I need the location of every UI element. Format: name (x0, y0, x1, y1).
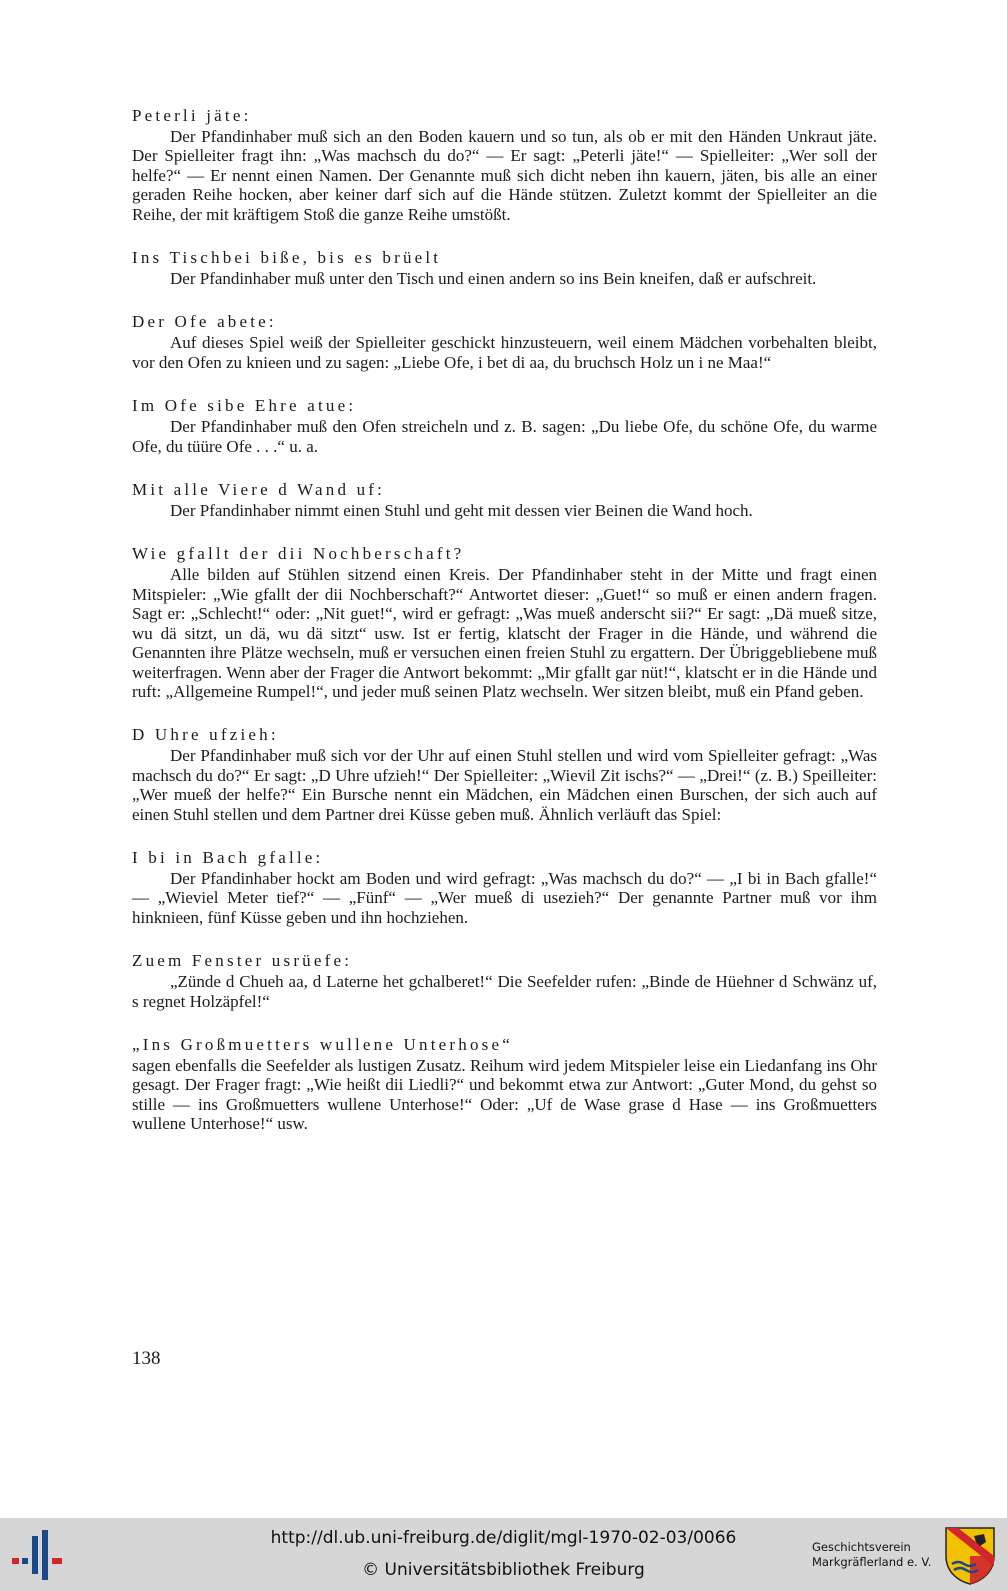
section-viere-wand (132, 480, 877, 520)
association-name (812, 1540, 937, 1570)
association-line2: Markgräflerland e. V. (812, 1555, 932, 1569)
footer-url-link[interactable]: http://dl.ub.uni-freiburg.de/diglit/mgl-1970-02-03/0066 (270, 1528, 737, 1548)
coat-of-arms-icon (944, 1526, 996, 1586)
section-text: Der Pfandinhaber muß den Ofen streicheln und z. B. sagen: „Du liebe Ofe, du schöne Ofe, du warme Ofe, du tüüre Ofe . . .“ u. a. (132, 417, 877, 456)
section-text: Auf dieses Spiel weiß der Spielleiter geschickt hinzusteuern, weil einem Mädchen vorbehalten bleibt, vor den Ofen zu knieen und zu sagen: „Liebe Ofe, i bet di aa, du bruchsch Holz un i ne Maa!“ (132, 333, 877, 372)
section-heading: I bi in Bach gfalle: (132, 847, 324, 867)
section-ofe-abete (132, 312, 877, 372)
section-text: Der Pfandinhaber muß unter den Tisch und einen andern so ins Bein kneifen, daß er aufschreit. (170, 269, 817, 289)
section-tischbei-bisse (132, 248, 877, 288)
section-text: Der Pfandinhaber nimmt einen Stuhl und geht mit dessen vier Beinen die Wand hoch. (170, 501, 753, 521)
section-text: Alle bilden auf Stühlen sitzend einen Kreis. Der Pfandinhaber steht in der Mitte und fragt einen Mitspieler: „Wie gfallt der dii Nochberschaft?“ Antwortet dieser: „Guet!“ so muß er einen andern fragen. Sagt er: „Schlecht!“ oder: „Nit guet!“, wird er gefragt: „Was mueß anderscht sii?“ Er sagt: „Dä mueß sitze, wu dä sitzt, un dä, wu dä sitzt“ usw. Ist er fertig, klatscht der Frager in die Hände, und während die Genannten ihre Plätze wechseln, muß er versuchen einen freien Stuhl zu ergattern. Der Übriggebliebene muß weiterfragen. Wenn aber der Frager die Antwort bekommt: „Mir gfallt gar nüt!“, klatscht er in die Hände und ruft: „Allgemeine Rumpel!“, und jeder muß seinen Platz wechseln. Wer sitzen bleibt, muß ein Pfand geben. (132, 565, 877, 701)
section-heading: Im Ofe sibe Ehre atue: (132, 396, 357, 416)
section-text: Der Pfandinhaber muß sich an den Boden kauern und so tun, als ob er mit den Händen Unkraut jäte. Der Spielleiter fragt ihn: „Was machsch du do?“ — Er sagt: „Peterli jäte!“ — Spielleiter: „Wer soll der helfe?“ — Er nennt einen Namen. Der Genannte muß sich dicht neben ihn kauern, jäten, bis alle an einer geraden Reihe hocken, aber keiner darf sich auf die Hände stützen. Zuletzt kommt der Spielleiter an die Reihe, der mit kräftigem Stoß die ganze Reihe umstößt. (132, 127, 877, 224)
section-text: Der Pfandinhaber hockt am Boden und wird gefragt: „Was machsch du do?“ — „I bi in Bach gfalle!“ — „Wieviel Meter tief?“ — „Fünf“ — „Wer mueß di usezieh?“ Der genannte Partner muß vor ihm hinknieen, fünf Küsse geben und ihn hochziehen. (132, 868, 877, 927)
section-heading: Ins Tischbei biße, bis es brüelt (132, 248, 442, 268)
section-text: „Zünde d Chueh aa, d Laterne het gchalberet!“ Die Seefelder rufen: „Binde de Hüehner d Schwänz uf, s regnet Holzäpfel!“ (132, 972, 877, 1011)
section-heading: Wie gfallt der dii Nochberschaft? (132, 544, 465, 564)
section-bach-gfalle (132, 848, 877, 927)
section-uhre-ufzieh (132, 725, 877, 824)
page-content (132, 106, 877, 1134)
section-text: Der Pfandinhaber muß sich vor der Uhr auf einen Stuhl stellen und wird vom Spielleiter gefragt: „Was machsch du do?“ Er sagt: „D Uhre ufzieh!“ Der Spielleiter: „Wievil Zit ischs?“ — „Drei!“ (z. B.) Speilleiter: „Wer mueß der helfe?“ Ein Bursche nennt ein Mädchen, ein Mädchen einen Burschen, der sich auch auf einen Stuhl stellen und dem Partner drei Küsse geben muß. Ähnlich verläuft das Spiel: (132, 746, 877, 824)
section-heading: Der Ofe abete: (132, 312, 277, 332)
section-heading: „Ins Großmuetters wullene Unterhose“ (132, 1034, 513, 1054)
association-line1: Geschichtsverein (812, 1540, 911, 1554)
footer-copyright: © Universitätsbibliothek Freiburg (362, 1560, 645, 1580)
section-unterhose (132, 1035, 877, 1134)
section-heading: Peterli jäte: (132, 106, 252, 125)
section-peterli-jaete (132, 106, 877, 224)
section-heading: Mit alle Viere d Wand uf: (132, 480, 386, 500)
section-heading: Zuem Fenster usrüefe: (132, 951, 353, 971)
page-number: 138 (132, 1348, 161, 1369)
footer-bar (0, 1518, 1007, 1591)
section-fenster-usruefe (132, 951, 877, 1011)
section-nochberschaft (132, 544, 877, 701)
section-heading: D Uhre ufzieh: (132, 725, 279, 745)
section-ofe-ehre (132, 396, 877, 456)
section-text: sagen ebenfalls die Seefelder als lustigen Zusatz. Reihum wird jedem Mitspieler leise ein Liedanfang ins Ohr gesagt. Der Frager fragt: „Wie heißt dii Liedli?“ und bekommt etwa zur Antwort: „Guter Mond, du gehst so stille — ins Großmuetters wullene Unterhose!“ Oder: „Uf de Wase grase d Hase — ins Großmuetters wullene Unterhose!“ usw. (132, 1055, 877, 1134)
